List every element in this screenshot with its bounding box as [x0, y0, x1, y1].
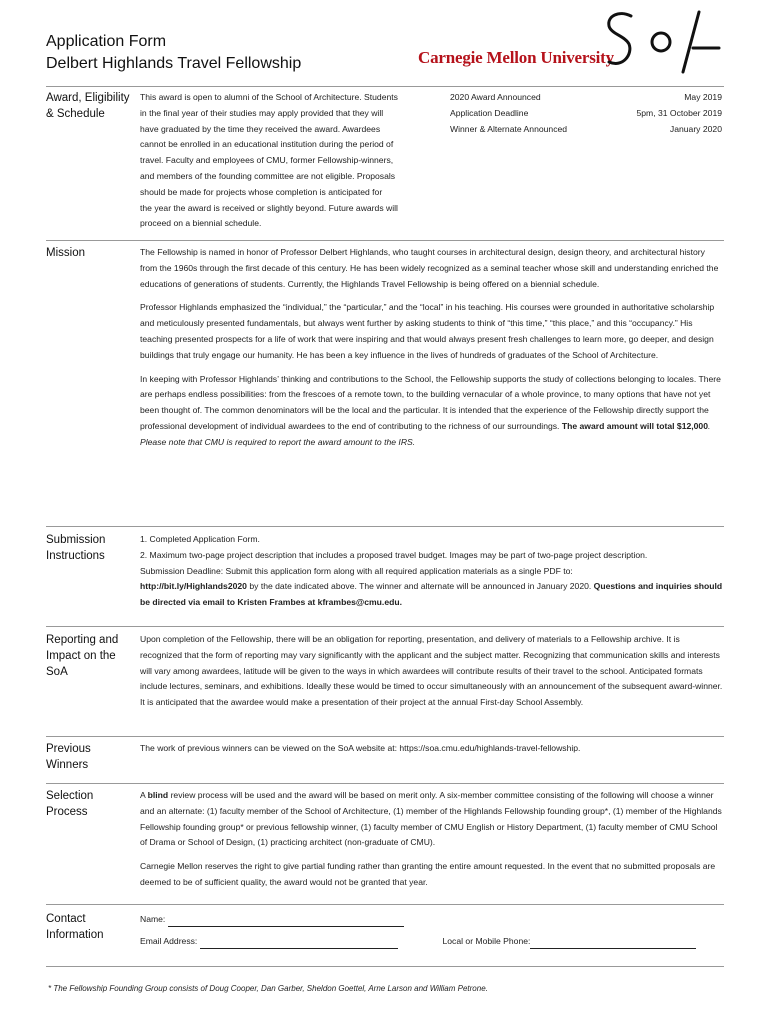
- title-line-1: Application Form: [46, 33, 167, 50]
- reporting-text: Upon completion of the Fellowship, there will be an obligation for reporting, presentation, and delivery of materials to a Fellowship archive. It is recognized that the form of reporting may vary significantly with the applicant and the subject matter. Recognizing that communication skills and interests will vary among awardees, latitude will be given to the ways in which awardees will contribute results of their travel to the school. Anticipated formats include lectures, seminars, and exhibitions. Ideally these would be timed to occur simultaneously with an announcement of the subsequent award-winner. It is anticipated that the awardee would make a presentation of their project at the annual First-day School Assembly.: [140, 634, 723, 708]
- email-field[interactable]: [200, 936, 398, 949]
- contact-fields: Name: Email Address: Local or Mobile Phone:: [140, 911, 724, 949]
- cmu-wordmark: Carnegie Mellon University: [418, 48, 614, 67]
- contact-section: [46, 904, 724, 946]
- key-dates: [450, 90, 722, 137]
- mission-paragraph-3: In keeping with Professor Highlands’ thinking and contributions to the School, the Fellowship supports the study of collections belonging to locales. There are perhaps endless possibilities: from the frescoes of a remote town, to the building vernacular of a whole province, to many options that have not yet been thought of. The common denominators will be the local and the particular. It is intended that the experience of the Fellowship directly support the professional development of individual awardees to the end of contributing to the richness of our surroundings. The award amount will total $12,000. Please note that CMU is required to report the award amount to the IRS.: [140, 373, 721, 447]
- form-title: [46, 31, 301, 75]
- selection-label: Selection Process: [46, 790, 94, 818]
- submission-text: 1. Completed Application Form. 2. Maximum two-page project description that includes a proposed travel budget. Images may be part of two-page project description. Submission Deadline: Submit this application form along with all required application materials as a single PDF to: http://bit.ly/Highlands2020 by the date indicated above. The winner and alternate will be announced in January 2020. Questions and inquiries should be directed via email to Kristen Frambes at kframbes@cmu.edu.: [140, 534, 723, 608]
- previous-text: The work of previous winners can be viewed on the SoA website at: https://soa.cmu.edu/highlands-travel-fellowship.: [140, 743, 581, 753]
- mission-paragraph-2: Professor Highlands emphasized the “individual,” the “particular,” and the “local” in his teaching. His courses were grounded in authoritative scholarship and meticulously presented fundamentals, but always went further by asking students to think of “this time,” “this place,” and this “occupancy.” His teaching presented prospects for a life of work that were inspiring and that would always present fresh challenges to learn more, go deeper, and design buildings that truly engage our humanity. He has been a key influence in the lives of hundreds of graduates of the School of Architecture.: [140, 302, 715, 360]
- mission-paragraph-1: The Fellowship is named in honor of Professor Delbert Highlands, who taught courses in architectural design, design theory, and architectural history from the 1960s through the first decade of this century. He has been widely recognized as a seminal teacher whose skill and understanding enriched the educations of generations of students. Currently, the Highlands Travel Fellowship is being offered on a biennial schedule.: [140, 247, 719, 289]
- contact-label: Contact Information: [46, 913, 104, 941]
- submission-label: Submission Instructions: [46, 534, 106, 562]
- footer-divider: [46, 966, 724, 967]
- submission-link[interactable]: http://bit.ly/Highlands2020: [140, 581, 247, 592]
- previous-label: Previous Winners: [46, 743, 91, 771]
- date-row: Winner & Alternate Announced January 2020: [450, 123, 722, 134]
- soa-logo: [603, 8, 723, 76]
- submission-section: [46, 526, 724, 608]
- award-section: [46, 86, 724, 229]
- mission-label: Mission: [46, 247, 85, 259]
- phone-field[interactable]: [530, 936, 696, 949]
- mission-section: [46, 240, 724, 447]
- reporting-label: Reporting and Impact on the SoA: [46, 634, 119, 678]
- reporting-section: [46, 626, 724, 708]
- date-row: 2020 Award Announced May 2019: [450, 92, 722, 102]
- award-text: This award is open to alumni of the School of Architecture. Students in the final year of their studies may apply provided that they will have graduated by the time they received the award. Awardees cannot be enrolled in an educational institution during the period of travel. Faculty and employees of CMU, former Fellowship-winners, and members of the founding committee are not eligible. Proposals should be made for projects whose completion is anticipated for the year the award is received or slightly beyond. Future awards will proceed on a biennial schedule.: [140, 92, 398, 229]
- name-field[interactable]: [168, 914, 404, 927]
- title-line-2: Delbert Highlands Travel Fellowship: [46, 55, 302, 72]
- selection-section: [46, 783, 724, 887]
- selection-text: A blind review process will be used and the award will be based on merit only. A six-member committee consisting of the following will choose a winner and an alternate: (1) faculty member of the School of Architecture, (1) member of the Highlands Fellowship founding group*, (1) member of the Highlands Fellowship founding group* or previous fellowship winner, (1) faculty member of CMU English or History Department, (1) faculty member of CMU School of Drama or School of Design, (1) practicing architect (non-graduate of CMU). Carnegie Mellon reserves the right to give partial funding rather than granting the entire amount requested. In the event that no submitted proposals are deemed to be of sufficient quality, the award would not be granted that year.: [140, 790, 722, 887]
- date-row: Application Deadline 5pm, 31 October 2019: [450, 107, 722, 118]
- previous-winners-section: [46, 736, 724, 771]
- award-label: Award, Eligibility & Schedule: [46, 92, 130, 120]
- footnote: * The Fellowship Founding Group consists of Doug Cooper, Dan Garber, Sheldon Goettel, Arne Larson and William Petrone.: [48, 984, 488, 993]
- mission-text: [140, 245, 724, 459]
